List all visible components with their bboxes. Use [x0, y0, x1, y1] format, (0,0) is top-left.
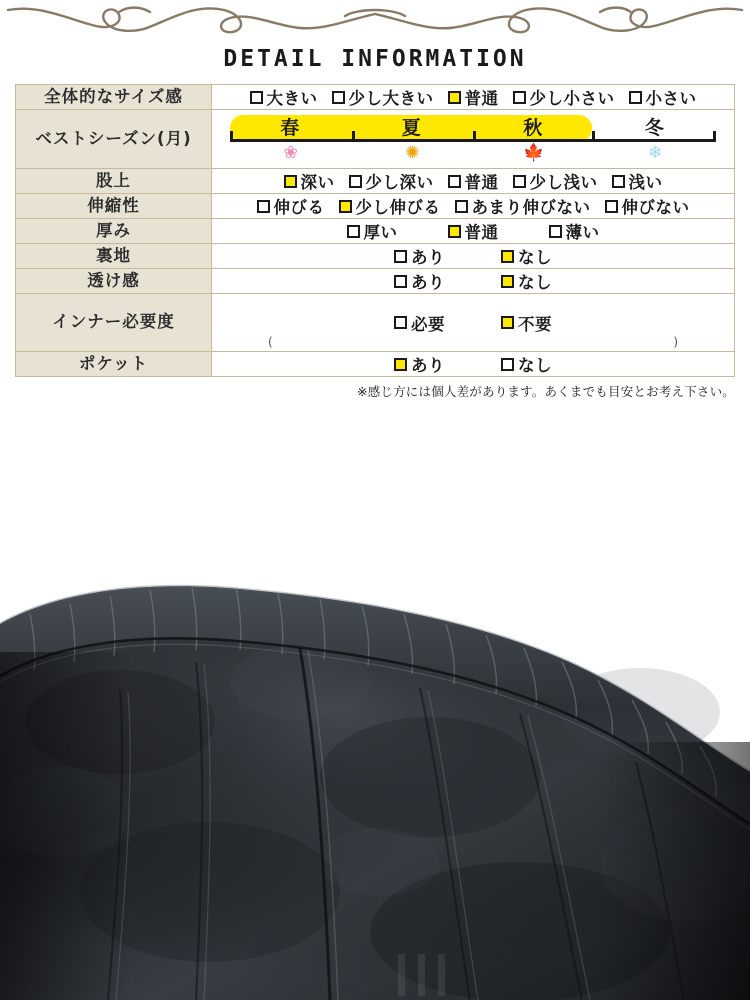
- option-stretch-slightly[interactable]: [339, 194, 441, 218]
- option-stretch-not-much[interactable]: [455, 194, 591, 218]
- option-pocket-yes[interactable]: [394, 352, 445, 376]
- season-scale: [212, 110, 734, 168]
- checkbox-icon-checked[interactable]: [501, 316, 514, 329]
- option-label: あり: [411, 248, 445, 267]
- checkbox-icon[interactable]: [332, 91, 345, 104]
- checkbox-icon[interactable]: [605, 200, 618, 213]
- option-rise-slightly-deep[interactable]: [349, 169, 434, 193]
- option-label: 普通: [464, 173, 499, 192]
- option-thickness-thick[interactable]: [347, 219, 398, 243]
- checkbox-icon-checked[interactable]: [501, 250, 514, 263]
- option-label: 少し浅い: [529, 173, 598, 192]
- checkbox-icon[interactable]: [513, 175, 526, 188]
- checkbox-icon[interactable]: [501, 358, 514, 371]
- option-label: 深い: [300, 173, 335, 192]
- option-sheerness-no[interactable]: [501, 269, 552, 293]
- paren-left: (: [268, 335, 273, 349]
- decorative-scroll-divider: [0, 0, 750, 44]
- row-label-best-season: ベストシーズン(月): [16, 110, 212, 169]
- option-rise-shallow[interactable]: [612, 169, 663, 193]
- checkbox-icon[interactable]: [394, 275, 407, 288]
- row-label-rise: 股上: [16, 169, 212, 194]
- row-label-thickness: 厚み: [16, 219, 212, 244]
- checkbox-icon-checked[interactable]: [448, 225, 461, 238]
- checkbox-icon[interactable]: [257, 200, 270, 213]
- row-label-stretch: 伸縮性: [16, 194, 212, 219]
- option-inner-required[interactable]: [394, 311, 445, 335]
- option-size-small[interactable]: [629, 85, 697, 109]
- option-pocket-no[interactable]: [501, 352, 552, 376]
- row-value-best-season: [212, 110, 735, 169]
- option-label: 必要: [411, 314, 445, 334]
- cherry-blossom-icon: ❀: [283, 143, 298, 163]
- season-names: [230, 116, 716, 140]
- table-row: [16, 219, 735, 244]
- option-label: 不要: [518, 314, 552, 334]
- option-label: 伸びない: [621, 198, 690, 217]
- option-sheerness-yes[interactable]: [394, 269, 445, 293]
- option-size-large[interactable]: [250, 85, 318, 109]
- maple-leaf-icon: 🍁: [523, 143, 545, 163]
- option-size-slightly-small[interactable]: [513, 85, 615, 109]
- option-label: 浅い: [628, 173, 663, 192]
- row-label-sheerness: 透け感: [16, 269, 212, 294]
- checkbox-icon[interactable]: [549, 225, 562, 238]
- checkbox-icon[interactable]: [612, 175, 625, 188]
- option-label: 普通: [464, 223, 499, 242]
- table-row: [16, 244, 735, 269]
- row-label-lining: 裏地: [16, 244, 212, 269]
- option-label: なし: [518, 273, 552, 292]
- option-label: 普通: [464, 89, 499, 108]
- row-value-rise: [212, 169, 735, 194]
- checkbox-icon[interactable]: [448, 175, 461, 188]
- season-label-spring: 春: [280, 117, 302, 139]
- row-value-lining: [212, 244, 735, 269]
- table-row: [16, 352, 735, 377]
- table-row: [16, 269, 735, 294]
- option-label: あり: [411, 356, 445, 375]
- option-label: 薄い: [565, 223, 600, 242]
- checkbox-icon[interactable]: [394, 316, 407, 329]
- row-value-overall-size: [212, 85, 735, 110]
- option-lining-no[interactable]: [501, 244, 552, 268]
- checkbox-icon[interactable]: [394, 250, 407, 263]
- checkbox-icon[interactable]: [347, 225, 360, 238]
- checkbox-icon[interactable]: [629, 91, 642, 104]
- option-rise-slightly-shallow[interactable]: [513, 169, 598, 193]
- checkbox-icon-checked[interactable]: [339, 200, 352, 213]
- option-stretch-none[interactable]: [605, 194, 690, 218]
- table-row: [16, 169, 735, 194]
- table-row: [16, 85, 735, 110]
- season-label-autumn: 秋: [523, 117, 545, 139]
- row-label-inner-need: インナー必要度: [16, 294, 212, 352]
- checkbox-icon[interactable]: [455, 200, 468, 213]
- option-label: 伸びる: [273, 198, 325, 217]
- checkbox-icon-checked[interactable]: [394, 358, 407, 371]
- row-label-pocket: ポケット: [16, 352, 212, 377]
- season-label-winter: 冬: [644, 117, 666, 139]
- option-label: なし: [518, 248, 552, 267]
- table-row: [16, 110, 735, 169]
- checkbox-icon-checked[interactable]: [501, 275, 514, 288]
- option-label: 少し伸びる: [355, 198, 441, 217]
- row-value-thickness: [212, 219, 735, 244]
- option-label: なし: [518, 356, 552, 375]
- option-rise-deep[interactable]: [284, 169, 335, 193]
- page-title: DETAIL INFORMATION: [223, 46, 527, 72]
- option-label: 厚い: [363, 223, 398, 242]
- option-stretch-stretchy[interactable]: [257, 194, 325, 218]
- option-size-normal[interactable]: [448, 85, 499, 109]
- detail-information-table: [15, 84, 735, 377]
- option-lining-yes[interactable]: [394, 244, 445, 268]
- checkbox-icon[interactable]: [513, 91, 526, 104]
- disclaimer-note: ※感じ方には個人差があります。あくまでも目安とお考え下さい。: [357, 384, 735, 399]
- snowflake-icon: ❄: [648, 143, 663, 163]
- option-inner-not-required[interactable]: [501, 311, 552, 335]
- checkbox-icon-checked[interactable]: [448, 91, 461, 104]
- paren-right: ): [673, 335, 678, 349]
- row-label-overall-size: 全体的なサイズ感: [16, 85, 212, 110]
- product-photo: [0, 562, 750, 1000]
- option-label: あまり伸びない: [471, 198, 591, 217]
- season-icons: [230, 142, 716, 166]
- row-value-stretch: [212, 194, 735, 219]
- option-size-slightly-large[interactable]: [332, 85, 434, 109]
- option-label: 大きい: [266, 89, 318, 108]
- checkbox-icon[interactable]: [349, 175, 362, 188]
- option-label: あり: [411, 273, 445, 292]
- option-label: 少し小さい: [529, 89, 615, 108]
- checkbox-icon[interactable]: [250, 91, 263, 104]
- sunflower-icon: ✺: [405, 143, 420, 163]
- option-label: 小さい: [645, 89, 697, 108]
- checkbox-icon-checked[interactable]: [284, 175, 297, 188]
- row-value-pocket: [212, 352, 735, 377]
- option-thickness-normal[interactable]: [448, 219, 499, 243]
- option-thickness-thin[interactable]: [549, 219, 600, 243]
- option-rise-normal[interactable]: [448, 169, 499, 193]
- table-row: [16, 194, 735, 219]
- row-value-sheerness: [212, 269, 735, 294]
- season-label-summer: 夏: [401, 117, 423, 139]
- option-label: 少し大きい: [348, 89, 434, 108]
- option-label: 少し深い: [365, 173, 434, 192]
- table-row: [16, 294, 735, 352]
- row-value-inner-need: [212, 294, 735, 352]
